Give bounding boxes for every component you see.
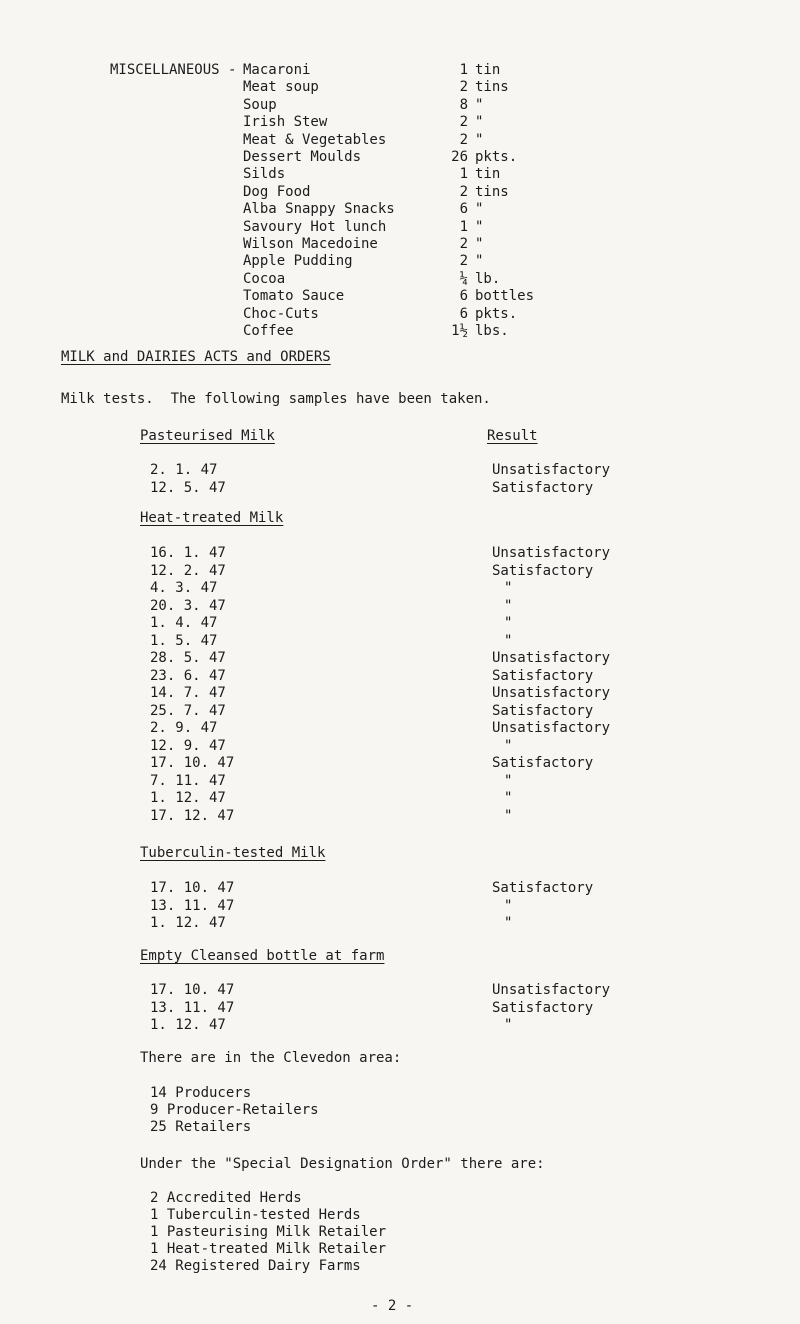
sample-result: Satisfactory (492, 755, 594, 771)
empty-title: Empty Cleansed bottle at farm (140, 948, 385, 964)
sample-date: 17. 10. 47 (150, 982, 235, 998)
sample-date: 1. 12. 47 (150, 790, 226, 806)
misc-item-qty: 1½ (451, 323, 468, 339)
sample-date: 28. 5. 47 (150, 650, 226, 666)
area-item: 9 Producer-Retailers (150, 1102, 319, 1118)
area-item: 14 Producers (150, 1085, 252, 1101)
sample-result: " (504, 772, 513, 789)
misc-item-qty: 1 (459, 218, 468, 235)
sample-date: 20. 3. 47 (150, 597, 226, 614)
sample-result: Unsatisfactory (492, 545, 611, 561)
misc-item-name: Wilson Macedoine (243, 236, 378, 252)
sample-result: Satisfactory (492, 999, 594, 1016)
sample-result: Satisfactory (492, 562, 594, 579)
misc-item-qty: 2 (459, 183, 468, 200)
sample-date: 17. 10. 47 (150, 755, 235, 771)
sample-date: 2. 1. 47 (150, 462, 218, 478)
sample-date: 13. 11. 47 (150, 897, 235, 914)
misc-item-unit: tin (475, 62, 501, 78)
misc-item-unit: " (475, 236, 484, 252)
sample-result: " (504, 632, 513, 649)
sample-result: " (504, 615, 513, 631)
sample-result: Unsatisfactory (492, 650, 611, 666)
sample-date: 17. 12. 47 (150, 807, 235, 824)
misc-item-qty: 8 (459, 96, 468, 113)
misc-item-unit: " (475, 114, 484, 131)
order-item: 24 Registered Dairy Farms (150, 1258, 361, 1274)
misc-item-unit: pkts. (475, 149, 518, 165)
sample-result: " (504, 807, 513, 824)
area-intro: There are in the Clevedon area: (140, 1050, 402, 1066)
sample-date: 12. 9. 47 (150, 737, 226, 754)
sample-result: Satisfactory (492, 880, 594, 896)
misc-item-qty: 2 (459, 236, 468, 252)
misc-item-qty: 6 (459, 201, 468, 218)
result-header: Result (487, 428, 538, 444)
misc-label: MISCELLANEOUS - (110, 62, 237, 78)
misc-item-unit: tins (475, 183, 509, 200)
misc-item-name: Savoury Hot lunch (243, 218, 387, 235)
sample-result: " (504, 597, 513, 614)
sample-date: 1. 12. 47 (150, 915, 226, 931)
sample-result: Unsatisfactory (492, 685, 611, 701)
misc-item-qty: 6 (459, 305, 468, 322)
misc-item-qty: 1 (459, 62, 468, 78)
misc-item-name: Tomato Sauce (243, 288, 345, 305)
tuberculin-title: Tuberculin-tested Milk (140, 845, 326, 861)
order-item: 1 Heat-treated Milk Retailer (150, 1241, 387, 1257)
misc-item-name: Meat soup (243, 79, 319, 96)
misc-item-name: Cocoa (243, 270, 286, 287)
sample-date: 25. 7. 47 (150, 702, 226, 719)
sample-date: 12. 2. 47 (150, 562, 226, 579)
sample-date: 17. 10. 47 (150, 880, 235, 896)
misc-item-unit: " (475, 218, 484, 235)
sample-date: 4. 3. 47 (150, 580, 218, 596)
misc-item-unit: " (475, 253, 484, 270)
sample-date: 1. 4. 47 (150, 615, 218, 631)
order-item: 1 Tuberculin-tested Herds (150, 1207, 361, 1223)
sample-result: " (504, 1017, 513, 1033)
sample-result: Unsatisfactory (492, 462, 611, 478)
sample-result: " (504, 790, 513, 806)
sample-date: 23. 6. 47 (150, 667, 226, 684)
misc-item-unit: " (475, 96, 484, 113)
sample-result: Satisfactory (492, 702, 594, 719)
misc-item-name: Coffee (243, 323, 294, 339)
misc-item-qty: 6 (459, 288, 468, 305)
misc-item-name: Silds (243, 166, 286, 183)
misc-item-unit: " (475, 201, 484, 218)
misc-item-name: Dog Food (243, 183, 311, 200)
misc-item-name: Alba Snappy Snacks (243, 201, 395, 218)
order-item: 1 Pasteurising Milk Retailer (150, 1224, 387, 1240)
sample-date: 7. 11. 47 (150, 772, 226, 789)
misc-item-name: Macaroni (243, 62, 311, 78)
heat-title: Heat-treated Milk (140, 510, 284, 526)
misc-item-qty: 26 (451, 149, 468, 165)
misc-item-qty: 2 (459, 79, 468, 96)
misc-item-unit: tins (475, 79, 509, 96)
pasteurised-title: Pasteurised Milk (140, 428, 275, 444)
misc-item-qty: 2 (459, 114, 468, 131)
sample-result: Unsatisfactory (492, 982, 611, 998)
sample-date: 13. 11. 47 (150, 999, 235, 1016)
misc-item-name: Irish Stew (243, 114, 328, 131)
misc-item-unit: pkts. (475, 305, 518, 322)
misc-item-qty: 2 (459, 253, 468, 270)
intro-text: Milk tests. The following samples have been taken. (61, 391, 491, 407)
misc-item-qty: 2 (459, 131, 468, 148)
misc-item-name: Choc-Cuts (243, 305, 319, 322)
page-number: - 2 - (371, 1298, 414, 1314)
misc-item-name: Dessert Moulds (243, 149, 362, 165)
sample-date: 2. 9. 47 (150, 720, 218, 736)
misc-item-name: Apple Pudding (243, 253, 353, 270)
sample-date: 1. 5. 47 (150, 632, 218, 649)
order-intro: Under the "Special Designation Order" there are: (140, 1156, 545, 1172)
area-item: 25 Retailers (150, 1119, 252, 1135)
sample-date: 14. 7. 47 (150, 685, 226, 701)
misc-item-unit: tin (475, 166, 501, 183)
misc-item-name: Meat & Vegetables (243, 131, 387, 148)
sample-result: " (504, 737, 513, 754)
misc-item-qty: ¼ (459, 270, 468, 287)
sample-result: Satisfactory (492, 479, 594, 496)
misc-item-unit: bottles (475, 288, 535, 305)
sample-date: 1. 12. 47 (150, 1017, 226, 1033)
sample-result: Satisfactory (492, 667, 594, 684)
order-item: 2 Accredited Herds (150, 1190, 302, 1206)
misc-item-unit: lb. (475, 270, 501, 287)
misc-item-qty: 1 (459, 166, 468, 183)
misc-item-unit: lbs. (475, 323, 509, 339)
misc-item-unit: " (475, 131, 484, 148)
sample-date: 16. 1. 47 (150, 545, 226, 561)
misc-item-name: Soup (243, 96, 277, 113)
section-heading: MILK and DAIRIES ACTS and ORDERS (61, 349, 331, 365)
sample-result: Unsatisfactory (492, 720, 611, 736)
sample-result: " (504, 915, 513, 931)
sample-result: " (504, 897, 513, 914)
sample-date: 12. 5. 47 (150, 479, 226, 496)
sample-result: " (504, 580, 513, 596)
